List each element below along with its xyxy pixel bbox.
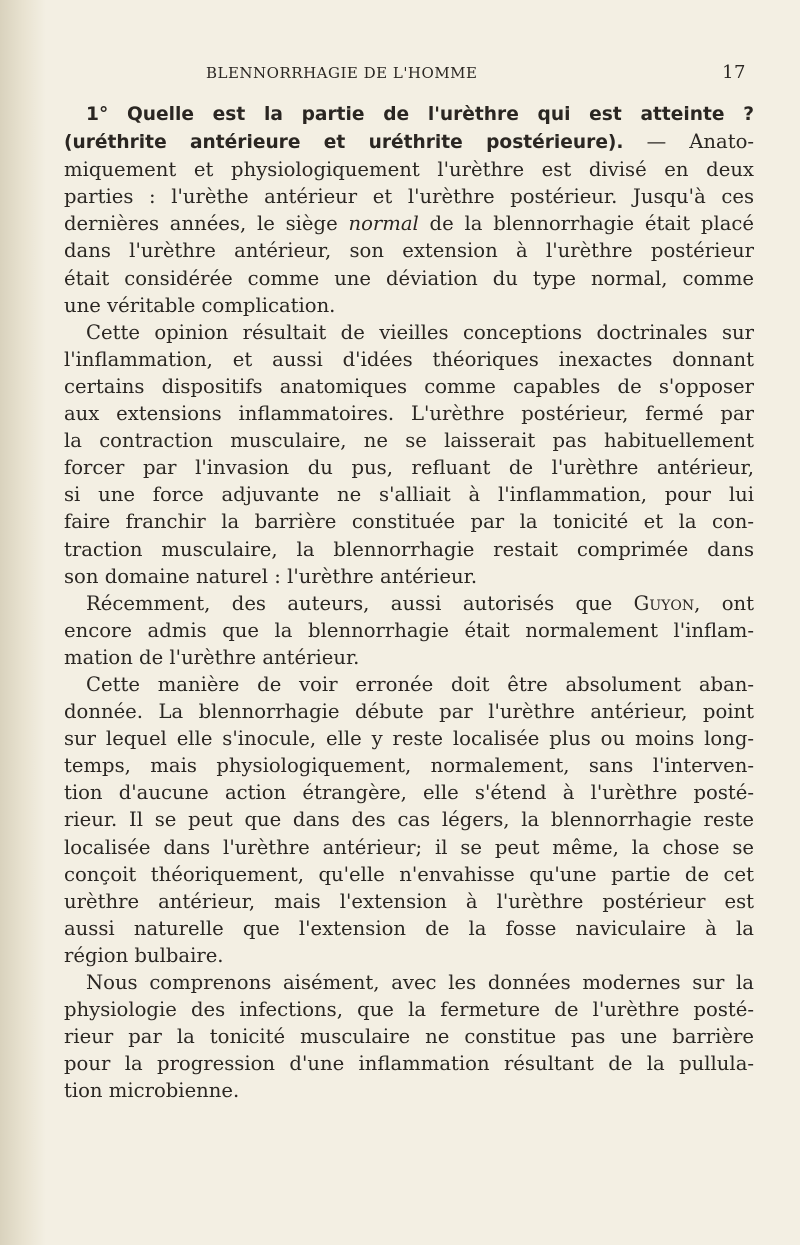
text-line: rieur par la tonicité musculaire ne constitue pas une barrière <box>64 1025 754 1049</box>
text-line: la contraction musculaire, ne se laisserait pas habituellement <box>64 429 754 453</box>
text-line: tion d'aucune action étrangère, elle s'étend à l'urèthre posté- <box>64 781 754 805</box>
text-line: mation de l'urèthre antérieur. <box>64 645 360 669</box>
text-line: donnée. La blennorrhagie débute par l'urèthre antérieur, point <box>64 700 754 724</box>
text-line: pour la progression d'une inflammation résultant de la pullula- <box>64 1052 754 1076</box>
text-line: région bulbaire. <box>64 943 224 967</box>
text-line: rieur. Il se peut que dans des cas légers, la blennorrhagie reste <box>64 808 754 832</box>
text-line: localisée dans l'urèthre antérieur; il se peut même, la chose se <box>64 835 754 859</box>
book-binding-shadow <box>0 0 46 1245</box>
text-line: tion microbienne. <box>64 1079 240 1103</box>
text-line: encore admis que la blennorrhagie était normalement l'inflam- <box>64 618 754 642</box>
text-line: temps, mais physiologiquement, normalement, sans l'interven- <box>64 754 754 778</box>
text-line: forcer par l'invasion du pus, refluant de l'urèthre antérieur, <box>64 456 754 480</box>
text-line: Cette manière de voir erronée doit être absolument aban- <box>86 672 754 696</box>
text-line: dans l'urèthre antérieur, son extension à l'urèthre postérieur <box>64 239 754 263</box>
text-line: Nous comprenons aisément, avec les données modernes sur la <box>86 971 754 994</box>
text-line: faire franchir la barrière constituée par la tonicité et la con- <box>64 510 754 534</box>
running-head <box>64 58 754 88</box>
body-text <box>64 100 754 1104</box>
text-line: aussi naturelle que l'extension de la fosse naviculaire à la <box>64 916 754 940</box>
text-line: Récemment, des auteurs, aussi autorisés que Guyon, ont <box>86 591 754 615</box>
text-line: (uréthrite antérieure et uréthrite postérieure). — Anato- <box>64 130 754 154</box>
text-line: sur lequel elle s'inocule, elle y reste localisée plus ou moins long- <box>64 727 754 751</box>
section-subheading: (uréthrite antérieure et uréthrite postérieure). <box>64 132 624 154</box>
page-number: 17 <box>722 62 746 83</box>
text-line: dernières années, le siège normal de la blennorrhagie était placé <box>64 212 754 236</box>
text-line: une véritable complication. <box>64 293 336 317</box>
text-line: Cette opinion résultait de vieilles conceptions doctrinales sur <box>86 320 754 344</box>
text-line: aux extensions inflammatoires. L'urèthre postérieur, fermé par <box>64 402 754 426</box>
text-line: physiologie des infections, que la fermeture de l'urèthre posté- <box>64 998 754 1022</box>
section-heading: 1° Quelle est la partie de l'urèthre qui est atteinte ? <box>86 104 754 125</box>
author-name: Guyon <box>633 591 695 615</box>
text-line: était considérée comme une déviation du type normal, comme <box>64 266 754 290</box>
text-line: son domaine naturel : l'urèthre antérieur. <box>64 564 478 588</box>
text-line: si une force adjuvante ne s'alliait à l'inflammation, pour lui <box>64 483 754 507</box>
running-title: BLENNORRHAGIE DE L'HOMME <box>206 64 478 82</box>
emphasis: normal <box>348 212 419 236</box>
text-line: conçoit théoriquement, qu'elle n'envahisse qu'une partie de cet <box>64 862 754 886</box>
text-line: certains dispositifs anatomiques comme capables de s'opposer <box>64 374 754 398</box>
text-line <box>64 100 754 128</box>
text-line: traction musculaire, la blennorrhagie restait comprimée dans <box>64 537 754 561</box>
book-page <box>64 58 754 1104</box>
text-line: miquement et physiologiquement l'urèthre est divisé en deux <box>64 158 754 182</box>
text-line: parties : l'urèthe antérieur et l'urèthre postérieur. Jusqu'à ces <box>64 185 754 209</box>
text-line: urèthre antérieur, mais l'extension à l'urèthre postérieur est <box>64 889 754 913</box>
text-line: l'inflammation, et aussi d'idées théoriques inexactes donnant <box>64 347 754 371</box>
